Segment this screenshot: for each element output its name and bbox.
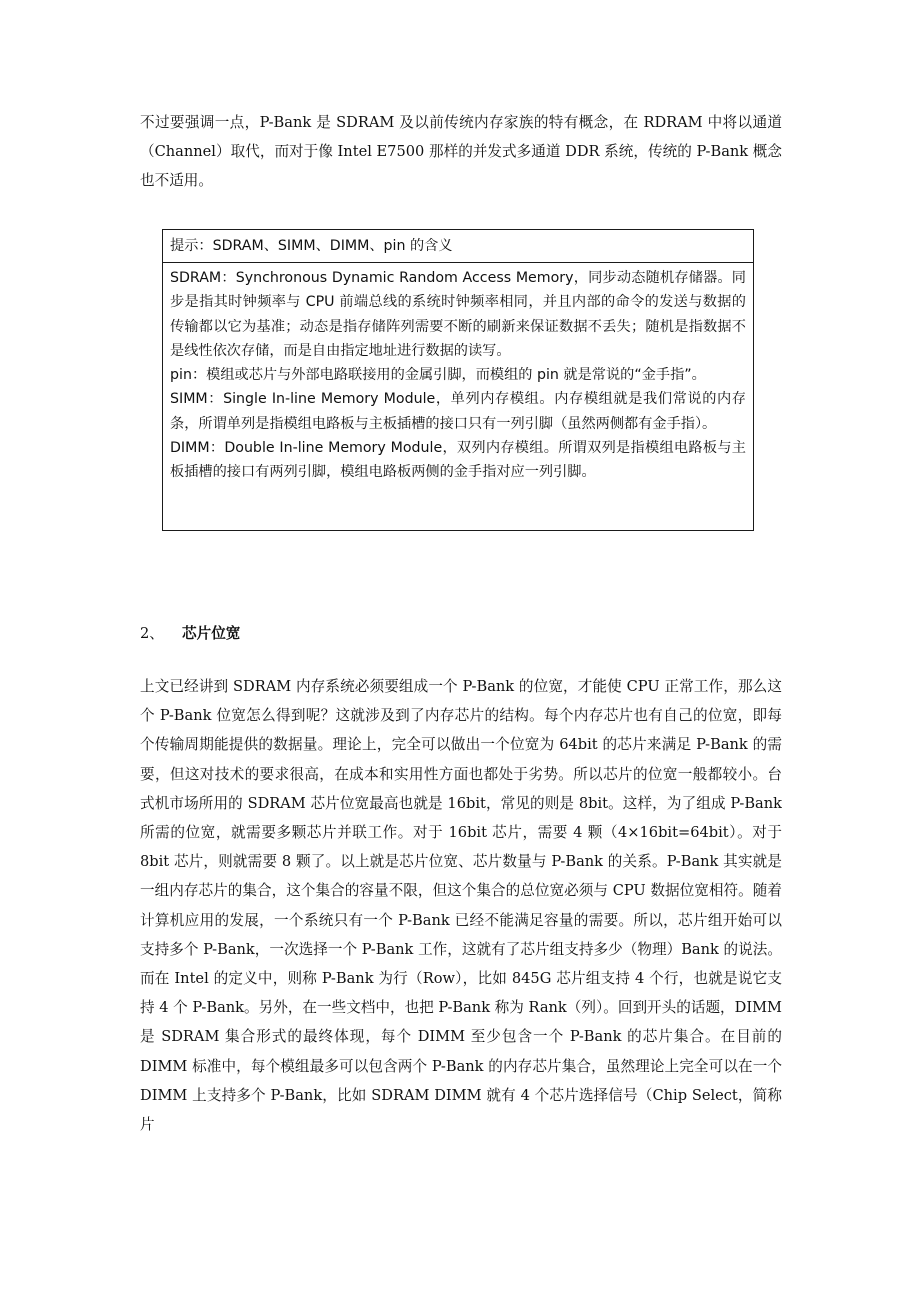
tip-entry-sdram: SDRAM：Synchronous Dynamic Random Access Memory，同步动态随机存储器。同步是指其时钟频率与 CPU 前端总线的系统时钟频率相同，并且内部的命令的发送与数据的传输都以它为基准；动态是指存储阵列需要不断的刷新来保证数据不丢失；随机是指数据不是线性依次存储，而是自由指定地址进行数据的读写。 — [170, 270, 746, 359]
tip-box-body — [163, 263, 753, 485]
tip-entry-simm: SIMM：Single In-line Memory Module，单列内存模组。内存模组就是我们常说的内存条，所谓单列是指模组电路板与主板插槽的接口只有一列引脚（虽然两侧都有金手指）。 — [170, 391, 746, 432]
section-heading — [140, 622, 240, 646]
tip-entry-dimm: DIMM：Double In-line Memory Module，双列内存模组。所谓双列是指模组电路板与主板插槽的接口有两列引脚，模组电路板两侧的金手指对应一列引脚。 — [170, 440, 746, 481]
section-title: 芯片位宽 — [182, 625, 241, 642]
section-number: 2、 — [140, 625, 164, 642]
tip-entry-pin: pin：模组或芯片与外部电路联接用的金属引脚，而模组的 pin 就是常说的“金手指”。 — [170, 367, 706, 384]
main-paragraph: 上文已经讲到 SDRAM 内存系统必须要组成一个 P-Bank 的位宽，才能使 CPU 正常工作，那么这个 P-Bank 位宽怎么得到呢？这就涉及到了内存芯片的结构。每个内存芯片也有自己的位宽，即每个传输周期能提供的数据量。理论上，完全可以做出一个位宽为 64bit 的芯片来满足 P-Bank 的需要，但这对技术的要求很高，在成本和实用性方面也都处于劣势。所以芯片的位宽一般都较小。台式机市场所用的 SDRAM 芯片位宽最高也就是 16bit，常见的则是 8bit。这样，为了组成 P-Bank 所需的位宽，就需要多颗芯片并联工作。对于 16bit 芯片，需要 4 颗（4×16bit=64bit）。对于 8bit 芯片，则就需要 8 颗了。以上就是芯片位宽、芯片数量与 P-Bank 的关系。P-Bank 其实就是一组内存芯片的集合，这个集合的容量不限，但这个集合的总位宽必须与 CPU 数据位宽相符。随着计算机应用的发展，一个系统只有一个 P-Bank 已经不能满足容量的需要。所以，芯片组开始可以支持多个 P-Bank，一次选择一个 P-Bank 工作，这就有了芯片组支持多少（物理）Bank 的说法。而在 Intel 的定义中，则称 P-Bank 为行（Row），比如 845G 芯片组支持 4 个行，也就是说它支持 4 个 P-Bank。另外，在一些文档中，也把 P-Bank 称为 Rank（列）。回到开头的话题，DIMM 是 SDRAM 集合形式的最终体现，每个 DIMM 至少包含一个 P-Bank 的芯片集合。在目前的 DIMM 标准中，每个模组最多可以包含两个 P-Bank 的内存芯片集合，虽然理论上完全可以在一个 DIMM 上支持多个 P-Bank，比如 SDRAM DIMM 就有 4 个芯片选择信号（Chip Select，简称片 — [140, 678, 782, 1134]
intro-paragraph: 不过要强调一点，P-Bank 是 SDRAM 及以前传统内存家族的特有概念，在 RDRAM 中将以通道（Channel）取代，而对于像 Intel E7500 那样的并发式多通道 DDR 系统，传统的 P-Bank 概念也不适用。 — [140, 114, 782, 190]
tip-box-header: 提示：SDRAM、SIMM、DIMM、pin 的含义 — [163, 230, 753, 263]
tip-box — [162, 229, 754, 531]
